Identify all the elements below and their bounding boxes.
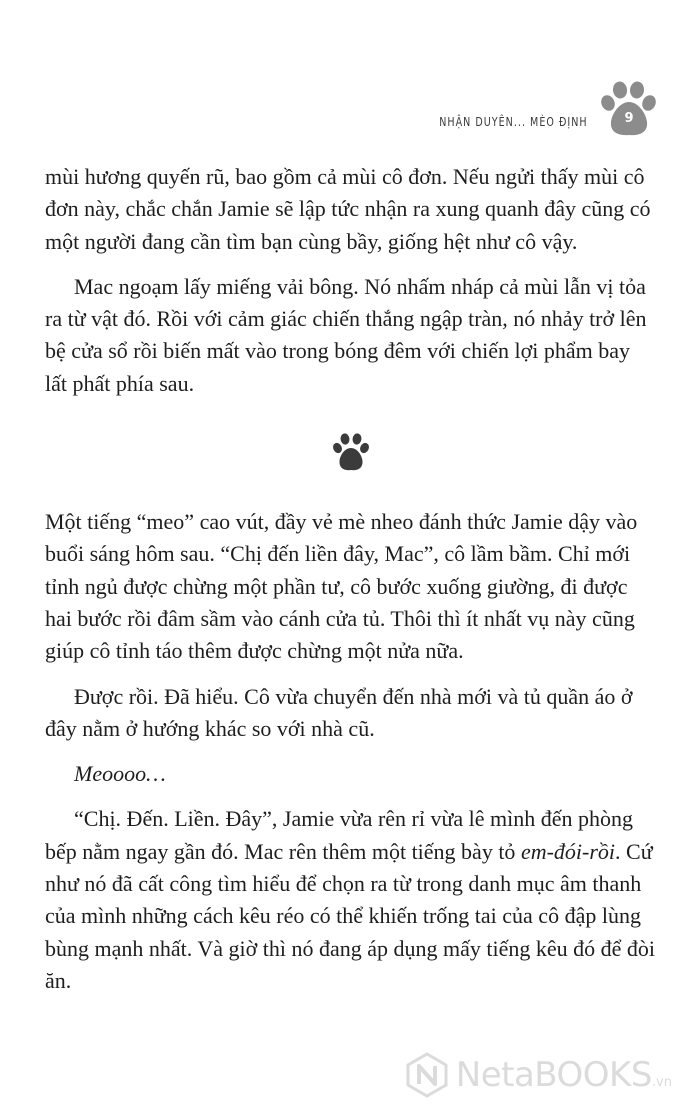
emphasis-text: Meoooo… (74, 761, 166, 787)
paw-print-icon (332, 433, 370, 473)
emphasis-text: em-đói-rồi (520, 838, 616, 864)
paragraph-text: . Cứ như nó đã cất công tìm hiểu để chọn ra từ trong danh mục âm thanh của mình những cách kêu réo có thể khiến trống tai của cô đập lùng bùng mạnh nhất. Và giờ thì nó đang áp dụng mấy tiếng kêu đó để đòi ăn. (45, 838, 656, 993)
paragraph (45, 803, 657, 997)
paragraph: Được rồi. Đã hiểu. Cô vừa chuyển đến nhà mới và tủ quần áo ở đây nằm ở hướng khác so với nhà cũ. (45, 683, 633, 741)
running-header (413, 76, 660, 146)
watermark-suffix: .vn (651, 1075, 672, 1090)
paragraph-interjection (45, 758, 657, 790)
paragraph-text: “Chị. Đến. Liền. Đây”, Jamie vừa rên rỉ vừa lê mình đến phòng bếp nằm ngay gần đó. Mac rên thêm một tiếng bày tỏ (45, 806, 634, 864)
watermark-brand: NetaBOOKS (455, 1055, 652, 1095)
page-number: 9 (624, 111, 634, 126)
netabooks-logo-icon (404, 1052, 450, 1098)
watermark (404, 1052, 672, 1098)
paragraph: mùi hương quyến rũ, bao gồm cả mùi cô đơn. Nếu ngửi thấy mùi cô đơn này, chắc chắn Jamie sẽ lập tức nhận ra xung quanh đây cũng có một người đang cần tìm bạn cùng bầy, giống hệt như cô vậy. (45, 164, 651, 254)
paragraph: Mac ngoạm lấy miếng vải bông. Nó nhấm nháp cả mùi lẫn vị tỏa ra từ vật đó. Rồi với cảm giác chiến thắng ngập tràn, nó nhảy trở lên bệ cửa sổ rồi biến mất vào trong bóng đêm với chiến lợi phẩm bay lất phất phía sau. (45, 273, 647, 396)
page-number-badge (598, 80, 660, 142)
section-break (45, 400, 657, 506)
running-title: NHẬN DUYÊN... MÈO ĐỊNH (439, 113, 588, 129)
body-text (45, 161, 657, 997)
paragraph: Một tiếng “meo” cao vút, đầy vẻ mè nheo đánh thức Jamie dậy vào buổi sáng hôm sau. “Chị đến liền đây, Mac”, cô lầm bầm. Chỉ mới tỉnh ngủ được chừng một phần tư, cô bước xuống giường, đi được hai bước rồi đâm sầm vào cánh cửa tủ. Thôi thì ít nhất vụ này cũng giúp cô tỉnh táo thêm được chừng một nửa nữa. (45, 509, 638, 664)
